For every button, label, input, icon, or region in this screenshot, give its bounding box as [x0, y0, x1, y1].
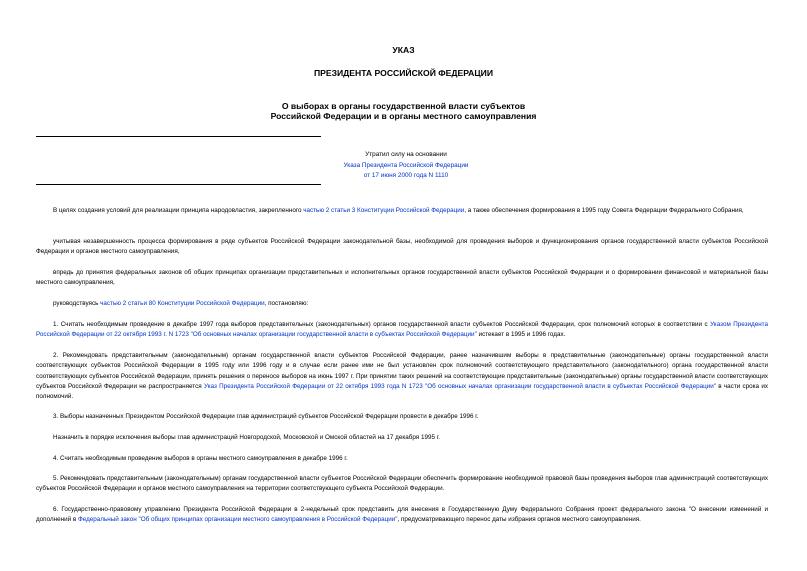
paragraph-preamble-4: руководствуясь частью 2 статьи 80 Конституции Российской Федерации, постановляю:	[53, 300, 309, 307]
lost-force-note	[321, 150, 491, 182]
document-type: УКАЗ	[392, 45, 415, 55]
paragraph-item-6: 6. Государственно-правовому управлению Президента Российской Федерации в 2-недельный срок представить для внесения в Государственную Думу Федерального Собрания проект федерального закона "О внесении изменений и дополнений в Федеральный закон "Об общих принципах организации местного самоуправления в Российской Федерации", предусматривающего перенос даты избрания органов местного самоуправления.	[36, 506, 768, 524]
divider-bottom	[36, 184, 321, 185]
federal-law-link[interactable]: Федеральный закон "Об общих принципах организации местного самоуправления в Российской Федерации"	[77, 516, 398, 524]
paragraph-preamble-3: впредь до принятия федеральных законов об общих принципах организации представительных и исполнительных органов государственной власти субъектов Российской Федерации и о формировании финансовой и материальной базы местного самоуправления,	[36, 269, 768, 287]
constitution-art3-link[interactable]: частью 2 статьи 3 Конституции Российской Федерации	[303, 207, 465, 214]
document-issuer: ПРЕЗИДЕНТА РОССИЙСКОЙ ФЕДЕРАЦИИ	[313, 68, 494, 78]
paragraph-preamble-2: учитывая незавершенность процесса формирования в ряде субъектов Российской Федерации законодательной базы, необходимой для проведения выборов и функционирования органов государственной власти субъектов Российской Федерации и органов местного самоуправления,	[36, 238, 768, 256]
paragraph-item-1: 1. Считать необходимым проведение в декабре 1997 года выборов представительных (законодательных) органов государственной власти субъектов Российской Федерации, срок полномочий которых в соответствии с Указом Президента Российской Федерации от 22 октября 1993 г. N 1723 "Об основных началах организации государственной власти в субъектах Российской Федерации" истекает в 1995 и 1996 годах.	[36, 321, 768, 339]
paragraph-item-5: 5. Рекомендовать представительным (законодательным) органам государственной власти субъектов Российской Федерации обеспечить формирование необходимой правовой базы проведения выборов глав администраций соответствующих субъектов Российской Федерации и органов местного самоуправления на территории соответствующего субъекта Российской Федерации.	[36, 475, 768, 493]
decree-1723-link-2[interactable]: Указ Президента Российской Федерации от 22 октября 1993 года N 1723 "Об основных началах организации государственной власти в субъектах Российской Федерации"	[203, 382, 716, 390]
document-title-line-1: О выборах в органы государственной власти субъектов	[281, 101, 526, 111]
paragraph-preamble-1: В целях создания условий для реализации принципа народовластия, закрепленного частью 2 статьи 3 Конституции Российской Федерации, а также обеспечения формирования в 1995 году Совета Федерации Федерального Собрания,	[53, 207, 744, 214]
divider-top	[36, 136, 321, 137]
document-title-line-2: Российской Федерации и в органы местного самоуправления	[270, 111, 537, 121]
paragraph-item-4: 4. Считать необходимым проведение выборов в органы местного самоуправления в декабре 1996 г.	[53, 455, 348, 462]
lost-force-link-decree[interactable]: Указа Президента Российской Федерации	[343, 161, 469, 169]
paragraph-item-2: 2. Рекомендовать представительным (законодательным) органам государственной власти субъектов Российской Федерации, ранее назначившим выборы в представительные (законодательные) органы государственной власти соответствующих субъектов Российской Федерации в 1995 году или 1996 году и в случае если ранее ими не был установлен срок полномочий соответствующего представительного (законодательного) органа государственной власти соответствующих субъектов Российской Федерации, принять решения о переносе выборов на июнь 1997 г. При принятии таких решений на соответствующие представительные (законодательные) органы государственной власти соответствующих субъектов Российской Федерации не распространяется Указ Президента Российской Федерации от 22 октября 1993 года N 1723 "Об основных началах организации государственной власти в субъектах Российской Федерации" в части срока их полномочий.	[36, 352, 768, 401]
lost-force-text: Утратил силу на основании	[365, 151, 447, 158]
paragraph-item-3: 3. Выборы назначенных Президентом Российской Федерации глав администраций субъектов Российской Федерации провести в декабре 1996 г.	[53, 413, 479, 420]
constitution-art80-link[interactable]: частью 2 статьи 80 Конституции Российской Федерации	[100, 300, 265, 307]
decree-1723-link[interactable]: Указом Президента Российской Федерации от 22 октября 1993 г. N 1723 "Об основных началах организации государственной власти в субъектах Российской Федерации"	[36, 321, 768, 339]
lost-force-link-date[interactable]: от 17 июня 2000 года N 1110	[363, 172, 449, 179]
paragraph-item-3-note: Назначить в порядке исключения выборы глав администраций Новгородской, Московской и Омской областей на 17 декабря 1995 г.	[53, 434, 440, 441]
